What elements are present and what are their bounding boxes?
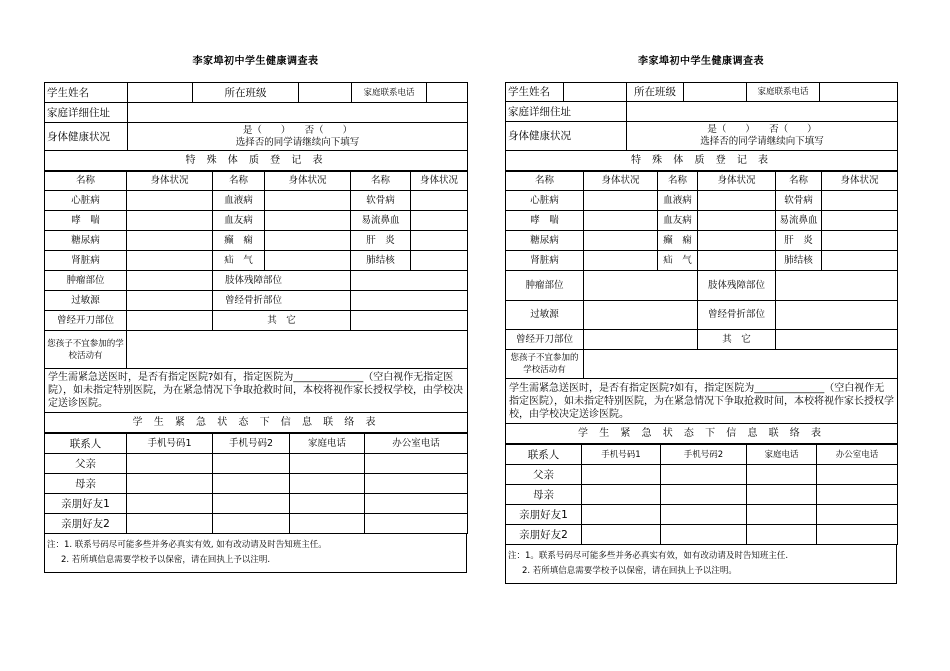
disease-label: 血友病 bbox=[213, 211, 265, 231]
contact-header: 办公室电话 bbox=[365, 434, 468, 454]
fracture-field[interactable] bbox=[776, 301, 898, 330]
student-name-label: 学生姓名 bbox=[506, 83, 564, 102]
disability-label: 肢体残障部位 bbox=[213, 271, 351, 291]
contact-field[interactable] bbox=[582, 485, 661, 505]
tumor-field[interactable] bbox=[127, 271, 213, 291]
disease-field[interactable] bbox=[127, 191, 213, 211]
contact-field[interactable] bbox=[290, 514, 365, 534]
family-phone-field[interactable] bbox=[427, 83, 468, 102]
yes-no-note: 选择否的同学请继续向下填写 bbox=[235, 136, 360, 148]
disease-label: 哮 喘 bbox=[506, 211, 584, 231]
tumor-label: 肿瘤部位 bbox=[45, 271, 127, 291]
disease-label: 血液病 bbox=[658, 191, 698, 211]
col-name-header: 名称 bbox=[213, 172, 265, 191]
yes-no-choice[interactable]: 是（ ） 否（ ） bbox=[707, 124, 817, 135]
health-survey-form-right bbox=[505, 54, 897, 584]
contact-field[interactable] bbox=[365, 494, 468, 514]
disease-field[interactable] bbox=[127, 231, 213, 251]
contact-field[interactable] bbox=[747, 505, 817, 525]
disease-label: 肝 炎 bbox=[351, 231, 411, 251]
disease-field[interactable] bbox=[822, 251, 898, 271]
disease-field[interactable] bbox=[822, 211, 898, 231]
contact-person: 亲朋好友1 bbox=[506, 505, 582, 525]
yes-no-note: 选择否的同学请继续向下填写 bbox=[700, 136, 824, 147]
disease-label: 心脏病 bbox=[506, 191, 584, 211]
disease-label: 软骨病 bbox=[776, 191, 822, 211]
disease-label: 疝 气 bbox=[658, 251, 698, 271]
allergy-field[interactable] bbox=[584, 301, 698, 330]
unsuitable-activities-label: 您孩子不宜参加的学校活动有 bbox=[506, 350, 584, 379]
student-name-field[interactable] bbox=[128, 83, 193, 102]
contact-field[interactable] bbox=[213, 494, 290, 514]
contact-header: 手机号码2 bbox=[213, 434, 290, 454]
contact-person: 亲朋好友2 bbox=[45, 514, 127, 534]
disease-field[interactable] bbox=[584, 211, 658, 231]
student-name-label: 学生姓名 bbox=[45, 83, 128, 103]
disease-field[interactable] bbox=[265, 191, 351, 211]
fracture-label: 曾经骨折部位 bbox=[213, 291, 351, 311]
disease-label: 肺结核 bbox=[351, 251, 411, 271]
col-name-header: 名称 bbox=[776, 172, 822, 191]
contact-field[interactable] bbox=[290, 494, 365, 514]
contact-header: 联系人 bbox=[506, 445, 582, 465]
contact-field[interactable] bbox=[127, 454, 213, 474]
contact-field[interactable] bbox=[290, 474, 365, 494]
contact-field[interactable] bbox=[747, 465, 817, 485]
contact-header: 手机号码1 bbox=[127, 434, 213, 454]
disease-label: 癫 痫 bbox=[213, 231, 265, 251]
contact-field[interactable] bbox=[817, 525, 898, 545]
note-2: 2. 若所填信息需要学校予以保密，请在回执上予以注明。 bbox=[522, 566, 737, 576]
contact-field[interactable] bbox=[661, 485, 747, 505]
disease-label: 易流鼻血 bbox=[776, 211, 822, 231]
contact-header: 家庭电话 bbox=[747, 445, 817, 465]
allergy-label: 过敏源 bbox=[506, 301, 584, 330]
tumor-label: 肿瘤部位 bbox=[506, 271, 584, 301]
disease-field[interactable] bbox=[265, 251, 351, 271]
contact-field[interactable] bbox=[582, 505, 661, 525]
disease-label: 哮 喘 bbox=[45, 211, 127, 231]
contact-field[interactable] bbox=[365, 474, 468, 494]
disease-label: 血液病 bbox=[213, 191, 265, 211]
disease-field[interactable] bbox=[411, 231, 468, 251]
disease-label: 癫 痫 bbox=[658, 231, 698, 251]
col-status-header: 身体状况 bbox=[698, 172, 776, 191]
contact-field[interactable] bbox=[747, 525, 817, 545]
col-status-header: 身体状况 bbox=[584, 172, 658, 191]
emergency-contact-title: 学 生 紧 急 状 态 下 信 息 联 络 表 bbox=[506, 424, 898, 444]
disease-field[interactable] bbox=[584, 251, 658, 271]
special-constitution-title: 特 殊 体 质 登 记 表 bbox=[506, 151, 898, 171]
col-status-header: 身体状况 bbox=[127, 172, 213, 191]
contact-field[interactable] bbox=[582, 465, 661, 485]
disability-label: 肢体残障部位 bbox=[698, 271, 776, 301]
surgery-label: 曾经开刀部位 bbox=[506, 330, 584, 350]
contact-table bbox=[505, 444, 898, 545]
form-title: 李家埠初中学生健康调查表 bbox=[638, 56, 764, 67]
note-2: 2. 若所填信息需要学校予以保密，请在回执上予以注明. bbox=[61, 555, 271, 565]
special-constitution-title: 特 殊 体 质 登 记 表 bbox=[45, 151, 468, 171]
notes bbox=[505, 545, 897, 584]
disease-label: 肾脏病 bbox=[506, 251, 584, 271]
disease-label: 肝 炎 bbox=[776, 231, 822, 251]
address-field[interactable] bbox=[128, 103, 468, 123]
contact-table bbox=[44, 433, 468, 534]
contact-field[interactable] bbox=[213, 514, 290, 534]
contact-person: 母亲 bbox=[45, 474, 127, 494]
col-name-header: 名称 bbox=[45, 172, 127, 191]
health-table bbox=[505, 82, 898, 171]
health-status-label: 身体健康状况 bbox=[45, 123, 128, 151]
contact-header: 联系人 bbox=[45, 434, 127, 454]
contact-field[interactable] bbox=[747, 485, 817, 505]
health-status-label: 身体健康状况 bbox=[506, 122, 627, 151]
contact-field[interactable] bbox=[661, 465, 747, 485]
notes bbox=[44, 534, 467, 573]
contact-field[interactable] bbox=[290, 454, 365, 474]
unsuitable-activities-field[interactable] bbox=[584, 350, 898, 379]
disease-field[interactable] bbox=[127, 211, 213, 231]
disease-field[interactable] bbox=[698, 211, 776, 231]
contact-field[interactable] bbox=[365, 454, 468, 474]
col-name-header: 名称 bbox=[658, 172, 698, 191]
class-label: 所在班级 bbox=[224, 86, 267, 99]
form-title: 李家埠初中学生健康调查表 bbox=[192, 56, 319, 67]
disease-field[interactable] bbox=[265, 211, 351, 231]
surgery-field[interactable] bbox=[584, 330, 698, 350]
disease-label: 糖尿病 bbox=[506, 231, 584, 251]
contact-person: 父亲 bbox=[506, 465, 582, 485]
tumor-field[interactable] bbox=[584, 271, 698, 301]
fracture-label: 曾经骨折部位 bbox=[698, 301, 776, 330]
col-name-header: 名称 bbox=[506, 172, 584, 191]
family-phone-label: 家庭联系电话 bbox=[352, 83, 427, 102]
yes-no-choice[interactable]: 是（ ） 否（ ） bbox=[242, 124, 353, 136]
family-phone-label: 家庭联系电话 bbox=[747, 83, 820, 102]
contact-header: 手机号码1 bbox=[582, 445, 661, 465]
allergy-label: 过敏源 bbox=[45, 291, 127, 311]
other-label: 其 它 bbox=[698, 330, 776, 350]
disease-table bbox=[505, 171, 898, 444]
disease-label: 肺结核 bbox=[776, 251, 822, 271]
disease-field[interactable] bbox=[411, 251, 468, 271]
contact-field[interactable] bbox=[661, 525, 747, 545]
disease-field[interactable] bbox=[698, 231, 776, 251]
contact-field[interactable] bbox=[127, 514, 213, 534]
address-label: 家庭详细住址 bbox=[506, 102, 627, 122]
health-table bbox=[44, 82, 468, 171]
disability-field[interactable] bbox=[351, 271, 468, 291]
contact-field[interactable] bbox=[213, 454, 290, 474]
disease-table bbox=[44, 171, 468, 433]
surgery-field[interactable] bbox=[127, 311, 213, 331]
disease-field[interactable] bbox=[265, 231, 351, 251]
disease-label: 血友病 bbox=[658, 211, 698, 231]
disability-field[interactable] bbox=[776, 271, 898, 301]
contact-field[interactable] bbox=[817, 485, 898, 505]
contact-field[interactable] bbox=[213, 474, 290, 494]
disease-field[interactable] bbox=[698, 251, 776, 271]
col-status-header: 身体状况 bbox=[411, 172, 468, 191]
other-field[interactable] bbox=[351, 311, 468, 331]
note-1: 注：1. 联系号码尽可能多些并务必真实有效, 如有改动请及时告知班主任。 bbox=[47, 540, 327, 550]
contact-header: 手机号码2 bbox=[661, 445, 747, 465]
class-field[interactable] bbox=[299, 83, 352, 103]
col-status-header: 身体状况 bbox=[265, 172, 351, 191]
unsuitable-activities-label: 您孩子不宜参加的学校活动有 bbox=[45, 331, 127, 369]
address-field[interactable] bbox=[627, 102, 898, 122]
address-label: 家庭详细住址 bbox=[45, 103, 128, 123]
contact-field[interactable] bbox=[365, 514, 468, 534]
contact-person: 母亲 bbox=[506, 485, 582, 505]
other-field[interactable] bbox=[776, 330, 898, 350]
family-phone-field[interactable] bbox=[820, 83, 898, 102]
student-name-field[interactable] bbox=[564, 83, 627, 102]
disease-field[interactable] bbox=[822, 231, 898, 251]
contact-field[interactable] bbox=[582, 525, 661, 545]
contact-field[interactable] bbox=[817, 505, 898, 525]
emergency-contact-title: 学 生 紧 急 状 态 下 信 息 联 络 表 bbox=[45, 413, 468, 433]
other-label: 其 它 bbox=[213, 311, 351, 331]
unsuitable-activities-field[interactable] bbox=[127, 331, 468, 369]
health-survey-form-left bbox=[44, 54, 467, 573]
contact-field[interactable] bbox=[127, 494, 213, 514]
disease-field[interactable] bbox=[822, 191, 898, 211]
col-status-header: 身体状况 bbox=[822, 172, 898, 191]
disease-label: 软骨病 bbox=[351, 191, 411, 211]
note-1: 注：1。联系号码尽可能多些并务必真实有效，如有改动请及时告知班主任. bbox=[508, 551, 789, 561]
contact-header: 办公室电话 bbox=[817, 445, 898, 465]
disease-field[interactable] bbox=[698, 191, 776, 211]
contact-person: 亲朋好友2 bbox=[506, 525, 582, 545]
contact-field[interactable] bbox=[127, 474, 213, 494]
disease-label: 易流鼻血 bbox=[351, 211, 411, 231]
contact-field[interactable] bbox=[817, 465, 898, 485]
disease-field[interactable] bbox=[127, 251, 213, 271]
disease-field[interactable] bbox=[584, 191, 658, 211]
disease-field[interactable] bbox=[584, 231, 658, 251]
allergy-field[interactable] bbox=[127, 291, 213, 311]
contact-field[interactable] bbox=[661, 505, 747, 525]
contact-header: 家庭电话 bbox=[290, 434, 365, 454]
class-label: 所在班级 bbox=[627, 83, 684, 102]
hospital-statement: 学生需紧急送医时，是否有指定医院?如有，指定医院为______________（空白视作无指定医院），如未指定特别医院，为在紧急情况下争取抢救时间，本校将视作家长授权学校，由学校决定送诊医院。 bbox=[506, 379, 898, 424]
col-name-header: 名称 bbox=[351, 172, 411, 191]
contact-person: 父亲 bbox=[45, 454, 127, 474]
contact-person: 亲朋好友1 bbox=[45, 494, 127, 514]
disease-label: 疝 气 bbox=[213, 251, 265, 271]
hospital-statement: 学生需紧急送医时，是否有指定医院?如有，指定医院为______________（空白视作无指定医院），如未指定特别医院，为在紧急情况下争取抢救时间，本校将视作家长授权学校，由学校决定送诊医院。 bbox=[45, 369, 468, 413]
fracture-field[interactable] bbox=[351, 291, 468, 311]
disease-label: 肾脏病 bbox=[45, 251, 127, 271]
disease-field[interactable] bbox=[411, 211, 468, 231]
surgery-label: 曾经开刀部位 bbox=[45, 311, 127, 331]
class-field[interactable] bbox=[684, 83, 747, 102]
disease-label: 糖尿病 bbox=[45, 231, 127, 251]
disease-field[interactable] bbox=[411, 191, 468, 211]
disease-label: 心脏病 bbox=[45, 191, 127, 211]
